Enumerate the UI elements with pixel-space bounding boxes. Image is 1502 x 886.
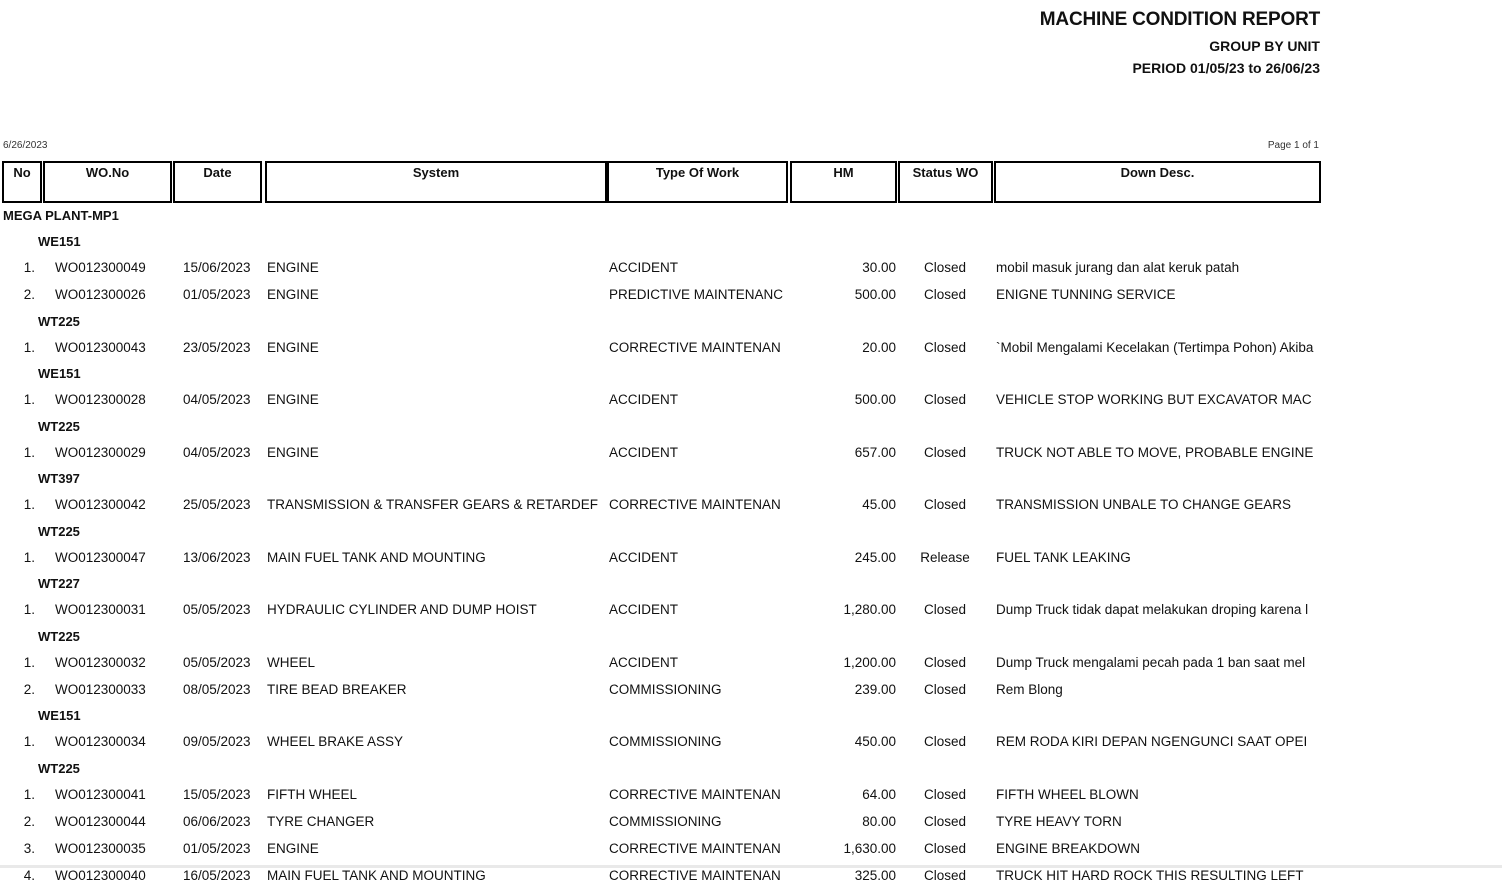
wo-date: 15/06/2023: [183, 260, 251, 275]
system-name: MAIN FUEL TANK AND MOUNTING: [267, 867, 486, 883]
col-header-system: System: [265, 161, 607, 203]
wo-number: WO012300049: [55, 260, 146, 275]
table-row: [0, 260, 1330, 278]
hour-meter: 1,630.00: [843, 840, 896, 856]
wo-number: WO012300042: [55, 497, 146, 512]
wo-date: 05/05/2023: [183, 654, 251, 670]
hour-meter: 500.00: [854, 287, 896, 302]
down-description: FUEL TANK LEAKING: [996, 549, 1131, 565]
row-number: 2.: [23, 681, 35, 697]
table-row: [0, 550, 1330, 568]
system-name: MAIN FUEL TANK AND MOUNTING: [267, 549, 486, 565]
wo-date: 04/05/2023: [183, 444, 251, 460]
row-number: 1.: [23, 734, 35, 749]
wo-number: WO012300040: [55, 867, 146, 883]
wo-number: WO012300032: [55, 654, 146, 670]
wo-number: WO012300044: [55, 813, 146, 829]
wo-date: 04/05/2023: [183, 392, 251, 407]
row-number: 2.: [23, 287, 35, 302]
row-number: 1.: [23, 339, 35, 355]
wo-number: WO012300033: [55, 681, 146, 697]
down-description: Dump Truck tidak dapat melakukan droping karena l: [996, 602, 1309, 617]
down-description: TRUCK HIT HARD ROCK THIS RESULTING LEFT: [996, 867, 1304, 883]
hour-meter: 1,200.00: [843, 654, 896, 670]
unit-group-label: WT225: [38, 313, 80, 329]
row-number: 1.: [23, 392, 35, 407]
table-row: [0, 787, 1330, 805]
system-name: TIRE BEAD BREAKER: [267, 681, 407, 697]
type-of-work: ACCIDENT: [609, 654, 679, 670]
wo-date: 13/06/2023: [183, 549, 251, 565]
table-row: [0, 655, 1330, 673]
wo-number: WO012300026: [55, 287, 146, 302]
type-of-work: PREDICTIVE MAINTENANC: [609, 287, 784, 302]
print-date: 6/26/2023: [3, 140, 48, 151]
table-row: [0, 445, 1330, 463]
system-name: ENGINE: [267, 392, 319, 407]
col-header-date: Date: [173, 161, 262, 203]
type-of-work: ACCIDENT: [609, 392, 679, 407]
plant-group-label: MEGA PLANT-MP1: [3, 208, 119, 223]
status-wo: Closed: [923, 444, 967, 460]
unit-group-label: WT225: [38, 628, 80, 644]
status-wo: Closed: [923, 287, 967, 302]
wo-number: WO012300034: [55, 734, 146, 749]
wo-date: 06/06/2023: [183, 813, 251, 829]
type-of-work: ACCIDENT: [609, 602, 679, 617]
unit-group-label: WE151: [38, 708, 81, 723]
status-wo: Closed: [923, 497, 967, 512]
wo-number: WO012300029: [55, 444, 146, 460]
col-header-hm: HM: [790, 161, 897, 203]
down-description: TRANSMISSION UNBALE TO CHANGE GEARS: [996, 497, 1292, 512]
unit-group-label: WT227: [38, 576, 80, 591]
status-wo: Closed: [923, 392, 967, 407]
page-number: Page 1 of 1: [1267, 140, 1319, 151]
status-wo: Closed: [923, 840, 967, 856]
type-of-work: CORRECTIVE MAINTENAN: [609, 339, 781, 355]
unit-group-label: WT397: [38, 471, 80, 486]
type-of-work: ACCIDENT: [609, 549, 679, 565]
hour-meter: 450.00: [854, 734, 896, 749]
down-description: Dump Truck mengalami pecah pada 1 ban saat mel: [996, 654, 1306, 670]
type-of-work: ACCIDENT: [609, 444, 679, 460]
type-of-work: CORRECTIVE MAINTENAN: [609, 786, 781, 802]
report-title: MACHINE CONDITION REPORT: [1039, 9, 1320, 30]
system-name: ENGINE: [267, 339, 319, 355]
type-of-work: ACCIDENT: [609, 260, 679, 275]
type-of-work: COMMISSIONING: [609, 813, 722, 829]
wo-date: 25/05/2023: [183, 497, 251, 512]
row-number: 1.: [23, 260, 35, 275]
system-name: HYDRAULIC CYLINDER AND DUMP HOIST: [267, 602, 537, 617]
wo-date: 09/05/2023: [183, 734, 251, 749]
hour-meter: 239.00: [854, 681, 896, 697]
hour-meter: 245.00: [854, 549, 896, 565]
system-name: ENGINE: [267, 840, 319, 856]
unit-group-label: WT225: [38, 418, 80, 434]
row-number: 1.: [23, 786, 35, 802]
system-name: WHEEL: [267, 654, 316, 670]
row-number: 1.: [23, 444, 35, 460]
wo-number: WO012300041: [55, 786, 146, 802]
table-row: [0, 340, 1330, 358]
status-wo: Closed: [923, 681, 967, 697]
wo-date: 16/05/2023: [183, 867, 251, 883]
type-of-work: CORRECTIVE MAINTENAN: [609, 840, 781, 856]
col-header-down-desc: Down Desc.: [994, 161, 1321, 203]
status-wo: Closed: [923, 339, 967, 355]
status-wo: Closed: [923, 734, 967, 749]
wo-date: 05/05/2023: [183, 602, 251, 617]
report-period: PERIOD 01/05/23 to 26/06/23: [1132, 60, 1320, 76]
system-name: ENGINE: [267, 260, 319, 275]
hour-meter: 64.00: [862, 786, 896, 802]
row-number: 4.: [23, 867, 35, 883]
status-wo: Closed: [923, 813, 967, 829]
down-description: ENGINE BREAKDOWN: [996, 840, 1141, 856]
down-description: TRUCK NOT ABLE TO MOVE, PROBABLE ENGINE: [996, 444, 1314, 460]
hour-meter: 20.00: [862, 339, 896, 355]
down-description: ENIGNE TUNNING SERVICE: [996, 287, 1176, 302]
row-number: 3.: [23, 840, 35, 856]
hour-meter: 30.00: [862, 260, 896, 275]
hour-meter: 45.00: [862, 497, 896, 512]
hour-meter: 657.00: [854, 444, 896, 460]
system-name: TYRE CHANGER: [267, 813, 375, 829]
wo-number: WO012300035: [55, 840, 146, 856]
down-description: VEHICLE STOP WORKING BUT EXCAVATOR MAC: [996, 392, 1312, 407]
wo-date: 08/05/2023: [183, 681, 251, 697]
hour-meter: 80.00: [862, 813, 896, 829]
row-number: 1.: [23, 602, 35, 617]
wo-date: 23/05/2023: [183, 339, 251, 355]
wo-date: 01/05/2023: [183, 287, 251, 302]
hour-meter: 325.00: [854, 867, 896, 883]
row-number: 1.: [23, 497, 35, 512]
system-name: WHEEL BRAKE ASSY: [267, 734, 404, 749]
system-name: ENGINE: [267, 444, 319, 460]
unit-group-label: WT225: [38, 523, 80, 539]
system-name: ENGINE: [267, 287, 319, 302]
wo-number: WO012300043: [55, 339, 146, 355]
col-header-no: No: [2, 161, 42, 203]
report-subtitle: GROUP BY UNIT: [1209, 38, 1320, 54]
unit-group-label: WT225: [38, 760, 80, 776]
down-description: `Mobil Mengalami Kecelakan (Tertimpa Pohon) Akiba: [996, 339, 1314, 355]
status-wo: Closed: [923, 602, 967, 617]
table-row: [0, 392, 1330, 410]
status-wo: Closed: [923, 260, 967, 275]
status-wo: Closed: [923, 786, 967, 802]
table-row: [0, 602, 1330, 620]
wo-number: WO012300047: [55, 549, 146, 565]
down-description: Rem Blong: [996, 681, 1063, 697]
table-row: [0, 497, 1330, 515]
unit-group-label: WE151: [38, 234, 81, 249]
table-row: [0, 734, 1330, 752]
wo-date: 15/05/2023: [183, 786, 251, 802]
row-number: 1.: [23, 654, 35, 670]
row-number: 2.: [23, 813, 35, 829]
down-description: REM RODA KIRI DEPAN NGENGUNCI SAAT OPEI: [996, 734, 1308, 749]
wo-number: WO012300028: [55, 392, 146, 407]
status-wo: Closed: [923, 867, 967, 883]
down-description: TYRE HEAVY TORN: [996, 813, 1122, 829]
status-wo: Closed: [923, 654, 967, 670]
table-row: [0, 841, 1330, 859]
table-row: [0, 814, 1330, 832]
table-row: [0, 287, 1330, 305]
table-row: [0, 868, 1330, 886]
type-of-work: COMMISSIONING: [609, 734, 722, 749]
type-of-work: COMMISSIONING: [609, 681, 722, 697]
col-header-type-of-work: Type Of Work: [607, 161, 788, 203]
system-name: FIFTH WHEEL: [267, 786, 357, 802]
col-header-status-wo: Status WO: [898, 161, 993, 203]
hour-meter: 1,280.00: [843, 602, 896, 617]
down-description: mobil masuk jurang dan alat keruk patah: [996, 260, 1240, 275]
wo-date: 01/05/2023: [183, 840, 251, 856]
down-description: FIFTH WHEEL BLOWN: [996, 786, 1139, 802]
row-number: 1.: [23, 549, 35, 565]
unit-group-label: WE151: [38, 366, 81, 381]
system-name: TRANSMISSION & TRANSFER GEARS & RETARDEF: [267, 497, 599, 512]
table-row: [0, 682, 1330, 700]
col-header-wo-no: WO.No: [43, 161, 172, 203]
type-of-work: CORRECTIVE MAINTENAN: [609, 867, 781, 883]
status-wo: Release: [920, 549, 970, 565]
wo-number: WO012300031: [55, 602, 146, 617]
type-of-work: CORRECTIVE MAINTENAN: [609, 497, 781, 512]
hour-meter: 500.00: [854, 392, 896, 407]
